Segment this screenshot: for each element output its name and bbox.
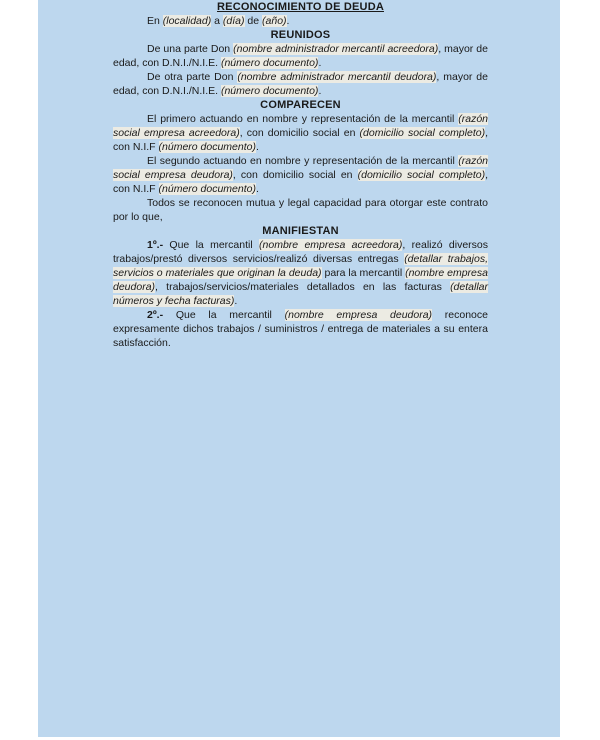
document-page — [38, 0, 560, 737]
text-run: , mayor de edad, con D.N.I./N.I.E. — [113, 71, 488, 97]
text-run: De otra parte Don — [147, 71, 238, 83]
form-field-placeholder[interactable]: (número documento) — [220, 57, 319, 69]
form-field-placeholder[interactable]: (número documento) — [158, 183, 256, 195]
text-run: , trabajos/servicios/materiales detallados en las facturas — [155, 281, 451, 293]
text-run: . — [234, 295, 238, 307]
paragraph-second-party — [113, 70, 488, 98]
text-run: , con domicilio social en — [232, 169, 358, 181]
text-run: para la mercantil — [321, 267, 406, 279]
text-run: RECONOCIMIENTO DE DEUDA — [217, 1, 384, 13]
text-run: Todos se reconocen mutua y legal capacidad para otorgar este contrato por lo que, — [113, 197, 488, 223]
form-field-placeholder[interactable]: (número documento) — [158, 141, 256, 153]
text-run: a — [211, 15, 223, 27]
text-run: MANIFIESTAN — [262, 225, 339, 237]
form-field-placeholder[interactable]: (domicilio social completo) — [357, 169, 486, 181]
section-heading-comparecen — [113, 98, 488, 112]
form-field-placeholder[interactable]: (detallar trabajos, servicios o materiales que originan la deuda) — [113, 253, 488, 279]
text-run: . — [255, 183, 259, 195]
form-field-placeholder[interactable]: (número documento) — [220, 85, 319, 97]
document-title — [113, 0, 488, 14]
paragraph-first-representation — [113, 112, 488, 154]
text-run: , realizó diversos trabajos/prestó diversos servicios/realizó diversas entregas — [113, 239, 489, 265]
form-field-placeholder[interactable]: (razón social empresa acreedora) — [113, 113, 488, 139]
form-field-placeholder[interactable]: (nombre administrador mercantil acreedora) — [233, 43, 439, 55]
paragraph-second-representation — [113, 154, 488, 196]
text-run: 2º.- — [147, 309, 164, 321]
form-field-placeholder[interactable]: (día) — [222, 15, 245, 27]
form-field-placeholder[interactable]: (domicilio social completo) — [359, 127, 486, 139]
text-run: COMPARECEN — [260, 99, 341, 111]
paragraph-first-party — [113, 42, 488, 70]
text-run: Que la mercantil — [163, 309, 285, 321]
text-run: . — [318, 57, 322, 69]
text-run: Que la mercantil — [163, 239, 260, 251]
text-run: . — [255, 141, 259, 153]
text-run: , con N.I.F — [113, 169, 489, 195]
text-run: En — [147, 15, 163, 27]
paragraph-manifest-2 — [113, 308, 488, 350]
text-run: . — [318, 85, 322, 97]
paragraph-capacity — [113, 196, 488, 224]
form-field-placeholder[interactable]: (razón social empresa deudora) — [113, 155, 488, 181]
text-run: , con N.I.F — [113, 127, 488, 153]
form-field-placeholder[interactable]: (detallar números y fecha facturas) — [113, 281, 488, 307]
section-heading-reunidos — [113, 28, 488, 42]
text-run: REUNIDOS — [270, 29, 331, 41]
text-run: , mayor de edad, con D.N.I./N.I.E. — [113, 43, 488, 69]
form-field-placeholder[interactable]: (nombre empresa deudora) — [284, 309, 433, 321]
text-run: de — [244, 15, 263, 27]
text-run: , con domicilio social en — [239, 127, 360, 139]
paragraph-date-place — [113, 14, 488, 28]
form-field-placeholder[interactable]: (nombre empresa deudora) — [113, 267, 488, 293]
text-run: 1º.- — [147, 239, 164, 251]
form-field-placeholder[interactable]: (localidad) — [162, 15, 212, 27]
form-field-placeholder[interactable]: (nombre empresa acreedora) — [259, 239, 403, 251]
text-run: De una parte Don — [147, 43, 234, 55]
text-run: . — [286, 15, 290, 27]
section-heading-manifiestan — [113, 224, 488, 238]
text-run: El primero actuando en nombre y representación de la mercantil — [147, 113, 459, 125]
text-run: reconoce expresamente dichos trabajos / suministros / entrega de materiales a su entera satisfacción. — [113, 309, 488, 349]
form-field-placeholder[interactable]: (nombre administrador mercantil deudora) — [237, 71, 437, 83]
paragraph-manifest-1 — [113, 238, 488, 308]
text-run: El segundo actuando en nombre y representación de la mercantil — [147, 155, 459, 167]
form-field-placeholder[interactable]: (año) — [262, 15, 287, 27]
